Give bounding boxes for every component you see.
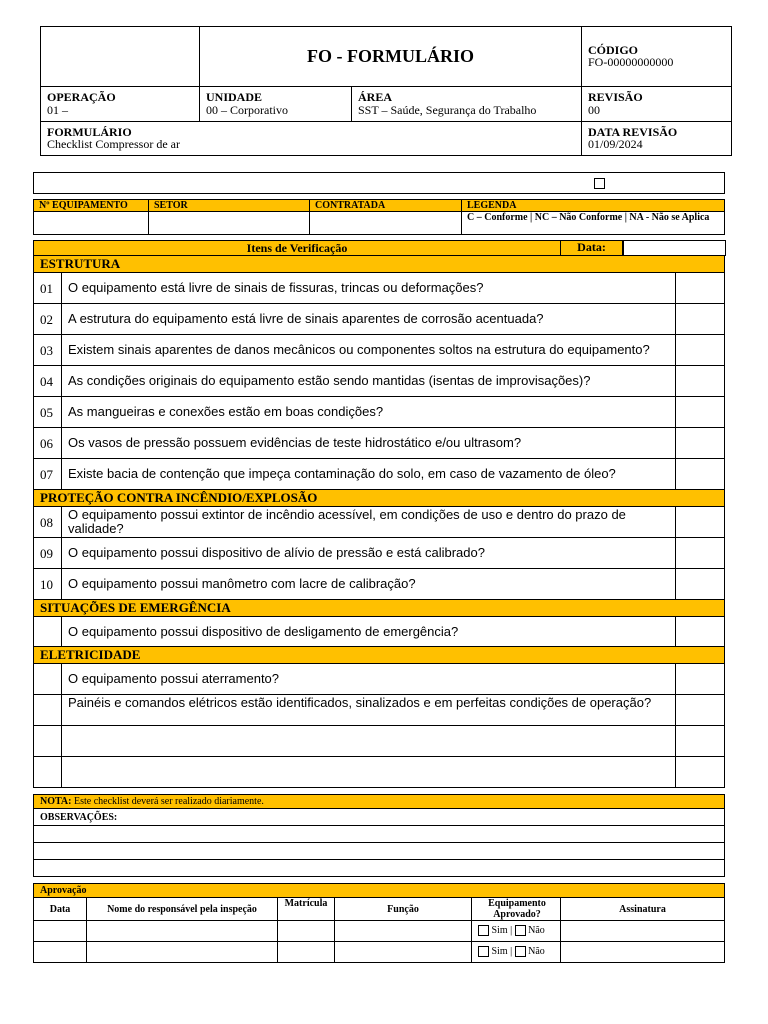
codigo-cell [581,26,732,87]
formulario-cell [40,121,582,156]
sim-label: Sim [491,925,508,936]
item-question-cell [61,568,676,600]
data-label-cell [560,240,623,256]
item-question-cell [61,506,676,538]
col-aprovado [471,897,561,921]
unidade-cell [199,86,352,122]
operacao-label: OPERAÇÃO [47,90,116,104]
col-nome-label: Nome do responsável pela inspeção [107,904,257,915]
item-number-cell [33,365,62,397]
item-answer-field[interactable] [675,506,725,538]
item-question-cell [61,537,676,569]
section-title: SITUAÇÕES DE EMERGÊNCIA [40,600,231,615]
item-number-cell [33,663,62,695]
item-answer-field[interactable] [675,396,725,428]
col-nome [86,897,278,921]
item-number: 09 [40,546,53,561]
item-number-cell [33,568,62,600]
item-answer-field[interactable] [675,427,725,459]
item-question-cell [61,663,676,695]
obs-label-row [33,808,725,826]
item-question-cell [61,458,676,490]
item-number: 08 [40,515,53,530]
item-question-cell [61,272,676,304]
item-number: 02 [40,312,53,327]
item-number: 10 [40,577,53,592]
area-cell [351,86,582,122]
blank-box [33,172,725,194]
item-question: O equipamento possui dispositivo de desligamento de emergência? [68,624,459,639]
section-header [33,646,725,664]
aprovado-options: Sim | Não [478,925,545,936]
item-question-cell [61,303,676,335]
nao-label: Não [528,925,545,936]
item-number: 04 [40,374,53,389]
obs-line[interactable] [33,825,725,843]
item-question-cell [61,616,676,648]
data-revisao-cell [581,121,732,156]
aprovacao-title: Aprovação [40,885,87,896]
codigo-value: FO-00000000000 [588,55,674,69]
item-number-cell [33,537,62,569]
item-question: O equipamento possui extintor de incêndio acessível, em condições de uso e dentro do prazo de validade? [68,507,626,536]
col-assinatura-label: Assinatura [619,904,666,915]
section-header [33,489,725,507]
aprov-matricula-field[interactable] [277,941,335,963]
operacao-value: 01 – [47,103,68,117]
item-number: 03 [40,343,53,358]
item-number-cell [33,427,62,459]
legenda-value: C – Conforme | NC – Não Conforme | NA - Não se Aplica [467,212,710,223]
item-answer-field[interactable] [675,334,725,366]
item-number-cell [33,458,62,490]
codigo-label: CÓDIGO [588,43,639,57]
logo-area [40,26,200,87]
item-question: A estrutura do equipamento está livre de sinais aparentes de corrosão acentuada? [68,311,544,326]
aprov-funcao-field[interactable] [334,941,472,963]
item-number: 05 [40,405,53,420]
nota-text: Este checklist deverá ser realizado diariamente. [73,796,264,807]
item-answer-field[interactable] [675,568,725,600]
nao-label: Não [528,946,545,957]
aprov-assinatura-field[interactable] [560,941,725,963]
aprovado-options: Sim | Não [478,946,545,957]
item-question: Existem sinais aparentes de danos mecânicos ou componentes soltos na estrutura do equipamento? [68,342,650,357]
nota-row [33,794,725,809]
item-answer-field[interactable] [675,616,725,648]
col-aprovado-label: Equipamento Aprovado? [488,898,546,920]
aprov-aprovado-cell [471,941,561,963]
col-matricula-label: Matrícula [284,898,328,909]
data-input[interactable] [623,240,726,256]
item-question: O equipamento possui manômetro com lacre de calibração? [68,576,416,591]
col-funcao-label: Função [387,904,419,915]
col-assinatura [560,897,725,921]
section-header [33,255,725,273]
unidade-value: 00 – Corporativo [206,103,288,117]
item-number-cell [33,694,62,726]
aprov-data-field[interactable] [33,941,87,963]
item-question: Existe bacia de contenção que impeça contaminação do solo, em caso de vazamento de óleo? [68,466,616,481]
revisao-label: REVISÃO [588,90,643,104]
title-cell [199,26,582,87]
item-number-cell [33,616,62,648]
area-value: SST – Saúde, Segurança do Trabalho [358,103,537,117]
aprov-funcao-field[interactable] [334,920,472,942]
col-data-label: Data [49,904,71,915]
nao-checkbox[interactable] [515,946,526,957]
col-matricula [277,897,335,921]
section-title: ELETRICIDADE [40,647,141,662]
item-number-cell [33,303,62,335]
item-answer-field[interactable] [675,725,725,757]
aprov-nome-field[interactable] [86,920,278,942]
item-answer-field[interactable] [675,272,725,304]
sim-label: Sim [491,946,508,957]
checklist-header [33,240,725,256]
item-answer-field[interactable] [675,303,725,335]
item-number-cell [33,272,62,304]
item-question-cell [61,756,676,788]
item-question: O equipamento possui aterramento? [68,671,280,686]
item-answer-field[interactable] [675,537,725,569]
equip-input[interactable] [33,211,149,235]
aprov-matricula-field[interactable] [277,920,335,942]
item-answer-field[interactable] [675,663,725,695]
item-question-cell [61,725,676,757]
item-question-cell [61,427,676,459]
col-data [33,897,87,921]
item-number-cell [33,756,62,788]
item-number-cell [33,396,62,428]
item-question-cell [61,365,676,397]
page-title: FO - FORMULÁRIO [307,46,474,66]
aprov-aprovado-cell [471,920,561,942]
item-number: 07 [40,467,53,482]
checkbox[interactable] [594,178,605,189]
sim-checkbox[interactable] [478,925,489,936]
item-answer-field[interactable] [675,756,725,788]
item-number: 01 [40,281,53,296]
equip-label: Nº EQUIPAMENTO [39,200,128,211]
aprov-nome-field[interactable] [86,941,278,963]
formulario-value: Checklist Compressor de ar [47,137,180,151]
item-question: As condições originais do equipamento estão sendo mantidas (isentas de improvisações)? [68,373,591,388]
item-number-cell [33,334,62,366]
area-label: ÁREA [358,90,393,104]
item-question-cell [61,396,676,428]
nota-label: NOTA: [40,796,72,807]
item-question-cell [61,694,676,726]
section-title: PROTEÇÃO CONTRA INCÊNDIO/EXPLOSÃO [40,490,318,505]
operacao-cell [40,86,200,122]
item-question: Painéis e comandos elétricos estão identificados, sinalizados e em perfeitas condições de operação? [68,695,652,710]
col-funcao [334,897,472,921]
legenda-label: LEGENDA [467,200,517,211]
itens-label: Itens de Verificação [246,241,348,255]
data-revisao-label: DATA REVISÃO [588,125,678,139]
item-question: O equipamento possui dispositivo de alívio de pressão e está calibrado? [68,545,485,560]
unidade-label: UNIDADE [206,90,263,104]
setor-label: SETOR [154,200,188,211]
item-question: Os vasos de pressão possuem evidências de teste hidrostático e/ou ultrasom? [68,435,522,450]
nao-checkbox[interactable] [515,925,526,936]
data-label: Data: [577,240,606,254]
item-answer-field[interactable] [675,365,725,397]
item-question: O equipamento está livre de sinais de fissuras, trincas ou deformações? [68,280,484,295]
item-answer-field[interactable] [675,458,725,490]
sim-checkbox[interactable] [478,946,489,957]
contratada-label: CONTRATADA [315,200,386,211]
aprov-assinatura-field[interactable] [560,920,725,942]
data-revisao-value: 01/09/2024 [588,137,643,151]
aprov-data-field[interactable] [33,920,87,942]
obs-line[interactable] [33,859,725,877]
obs-line[interactable] [33,842,725,860]
aprovacao-header [33,883,725,898]
revisao-value: 00 [588,103,600,117]
item-number-cell [33,506,62,538]
item-number: 06 [40,436,53,451]
item-question-cell [61,334,676,366]
formulario-label: FORMULÁRIO [47,125,132,139]
item-question: As mangueiras e conexões estão em boas condições? [68,404,384,419]
revisao-cell [581,86,732,122]
item-answer-field[interactable] [675,694,725,726]
contratada-input[interactable] [309,211,462,235]
setor-input[interactable] [148,211,310,235]
section-title: ESTRUTURA [40,256,121,271]
section-header [33,599,725,617]
legenda-cell [461,211,725,235]
item-number-cell [33,725,62,757]
obs-label: OBSERVAÇÕES: [40,812,118,823]
